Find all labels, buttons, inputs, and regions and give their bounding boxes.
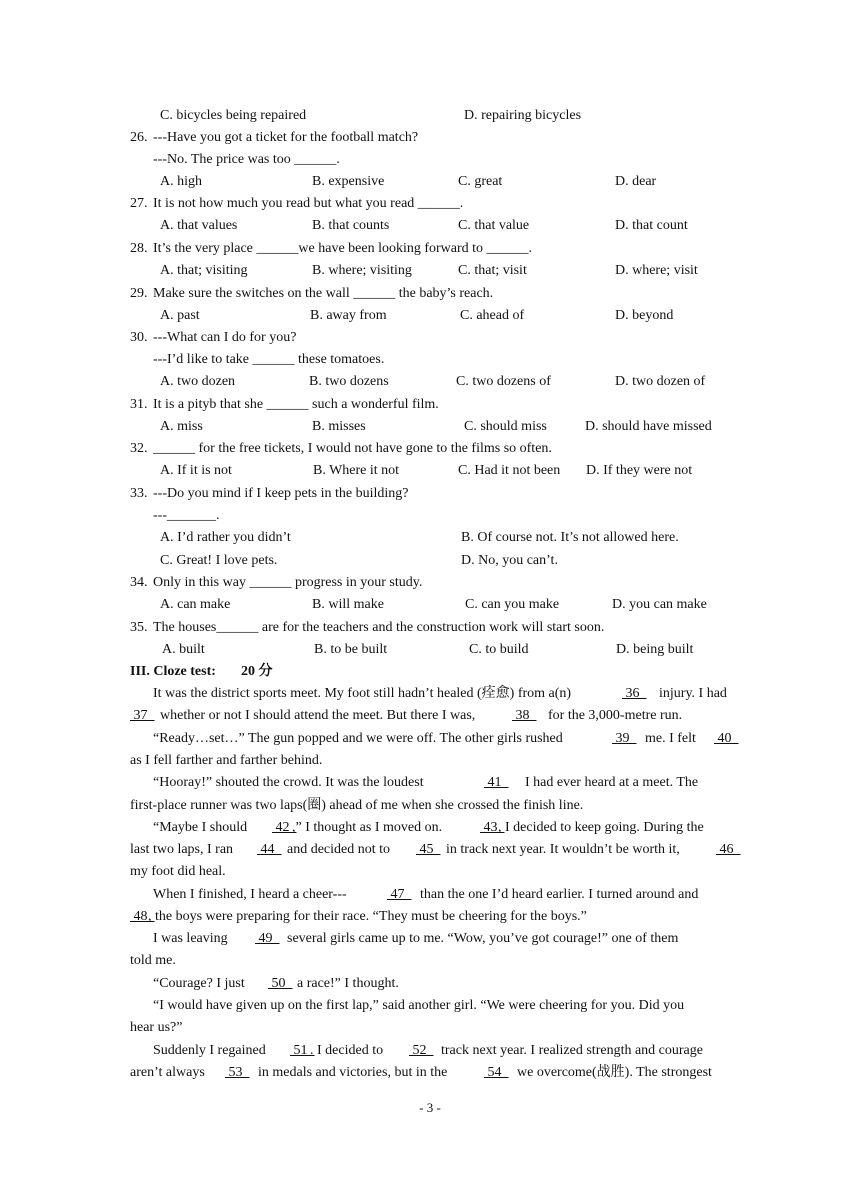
passage-text: first-place runner was two laps(圈) ahead of me when she crossed the finish line. <box>130 798 584 813</box>
passage-text: my foot did heal. <box>130 864 226 879</box>
passage-text: “Hooray!” shouted the crowd. It was the loudest <box>153 775 424 790</box>
passage-text: as I fell farther and farther behind. <box>130 753 323 768</box>
passage-text: . I decided to <box>310 1043 384 1058</box>
option-c: C. bicycles being repaired <box>160 108 307 123</box>
question-number: 26. <box>130 130 148 145</box>
question-30-stem2 <box>0 349 860 371</box>
passage-line <box>0 973 860 995</box>
option-c: C. ahead of <box>460 308 525 323</box>
passage-line <box>0 1062 860 1084</box>
option-c: C. to build <box>469 642 529 657</box>
question-27 <box>0 193 860 215</box>
option-a: A. high <box>160 174 202 189</box>
option-c: C. that value <box>458 218 530 233</box>
section-heading <box>0 661 860 683</box>
option-d: D. No, you can’t. <box>461 553 558 568</box>
question-35 <box>0 617 860 639</box>
option-c: C. Great! I love pets. <box>160 553 278 568</box>
passage-line <box>0 928 860 950</box>
question-stem: It’s the very place ______we have been looking forward to ______. <box>153 241 533 256</box>
passage-line <box>0 861 860 883</box>
passage-text: Suddenly I regained <box>153 1043 266 1058</box>
passage-line <box>0 1017 860 1039</box>
passage-text: aren’t always <box>130 1065 205 1080</box>
passage-text: hear us?” <box>130 1020 183 1035</box>
question-stem: Only in this way ______ progress in your study. <box>153 575 423 590</box>
question-number: 33. <box>130 486 148 501</box>
question-31 <box>0 394 860 416</box>
section-points: 20 分 <box>241 664 273 679</box>
passage-text: last two laps, I ran <box>130 842 234 857</box>
question-29-options <box>0 305 860 327</box>
blank-36: 36 <box>622 686 647 701</box>
passage-line <box>0 1040 860 1062</box>
passage-text: It was the district sports meet. My foot still hadn’t healed (痊愈) from a(n) <box>153 686 572 701</box>
question-27-options <box>0 215 860 237</box>
blank-42: 42 <box>272 820 297 835</box>
option-d: D. should have missed <box>585 419 712 434</box>
blank-50: 50 <box>268 976 293 991</box>
question-26 <box>0 127 860 149</box>
option-b: B. that counts <box>312 218 390 233</box>
passage-text: than the one I’d heard earlier. I turned around and <box>420 887 699 902</box>
option-d: D. where; visit <box>615 263 698 278</box>
passage-text: several girls came up to me. “Wow, you’ve got courage!” one of them <box>287 931 679 946</box>
blank-47: 47 <box>387 887 412 902</box>
question-stem: ---Have you got a ticket for the football match? <box>153 130 419 145</box>
question-stem-line2: ---I’d like to take ______ these tomatoes. <box>153 352 385 367</box>
passage-text: “Courage? I just <box>153 976 245 991</box>
passage-text: , I decided to keep going. During the <box>498 820 704 835</box>
option-d: D. If they were not <box>586 463 693 478</box>
blank-38: 38 <box>512 708 537 723</box>
blank-49: 49 <box>255 931 280 946</box>
option-a: A. that; visiting <box>160 263 248 278</box>
question-34 <box>0 572 860 594</box>
question-stem: The houses______ are for the teachers and the construction work will start soon. <box>153 620 605 635</box>
question-28 <box>0 238 860 260</box>
passage-line <box>0 906 860 928</box>
question-stem: ---What can I do for you? <box>153 330 297 345</box>
option-d: D. you can make <box>612 597 707 612</box>
question-stem: Make sure the switches on the wall ______ the baby’s reach. <box>153 286 494 301</box>
option-c: C. two dozens of <box>456 374 551 389</box>
passage-text: “I would have given up on the first lap,” said another girl. “We were cheering for you. Did you <box>153 998 685 1013</box>
option-a: A. If it is not <box>160 463 232 478</box>
passage-text: in track next year. It wouldn’t be worth it, <box>446 842 680 857</box>
blank-53: 53 <box>225 1065 250 1080</box>
passage-text: me. I felt <box>645 731 696 746</box>
blank-52: 52 <box>409 1043 434 1058</box>
blank-43: 43 <box>480 820 505 835</box>
option-a: A. miss <box>160 419 203 434</box>
question-stem: It is a pityb that she ______ such a wonderful film. <box>153 397 439 412</box>
blank-54: 54 <box>484 1065 509 1080</box>
option-b: B. expensive <box>312 174 385 189</box>
blank-51: 51 <box>290 1043 315 1058</box>
passage-line <box>0 950 860 972</box>
blank-48: 48 <box>130 909 155 924</box>
question-number: 29. <box>130 286 148 301</box>
passage-text: I was leaving <box>153 931 228 946</box>
passage-text: told me. <box>130 953 176 968</box>
option-d: D. dear <box>615 174 657 189</box>
question-34-options <box>0 594 860 616</box>
question-stem: It is not how much you read but what you read ______. <box>153 196 464 211</box>
question-30-options <box>0 371 860 393</box>
passage-text: we overcome(战胜). The strongest <box>517 1065 712 1080</box>
passage-text: injury. I had <box>659 686 727 701</box>
option-b: B. will make <box>312 597 384 612</box>
passage-text: “Maybe I should <box>153 820 248 835</box>
passage-line <box>0 884 860 906</box>
passage-line <box>0 772 860 794</box>
option-b: B. misses <box>312 419 366 434</box>
passage-text: When I finished, I heard a cheer--- <box>153 887 347 902</box>
passage-line <box>0 705 860 727</box>
option-a: A. can make <box>160 597 231 612</box>
option-d: D. two dozen of <box>615 374 706 389</box>
option-d: D. repairing bicycles <box>464 108 582 123</box>
passage-line <box>0 683 860 705</box>
question-30 <box>0 327 860 349</box>
option-a: A. two dozen <box>160 374 236 389</box>
blank-37: 37 <box>130 708 155 723</box>
question-stem-line2: ---No. The price was too ______. <box>153 152 340 167</box>
question-31-options <box>0 416 860 438</box>
question-stem: ______ for the free tickets, I would not have gone to the films so often. <box>153 441 552 456</box>
option-d: D. beyond <box>615 308 674 323</box>
option-b: B. Of course not. It’s not allowed here. <box>461 530 679 545</box>
option-a: A. that values <box>160 218 238 233</box>
option-b: B. to be built <box>314 642 388 657</box>
option-a: A. I’d rather you didn’t <box>160 530 291 545</box>
question-29 <box>0 283 860 305</box>
passage-line <box>0 728 860 750</box>
question-number: 34. <box>130 575 148 590</box>
question-33 <box>0 483 860 505</box>
passage-text: I had ever heard at a meet. The <box>525 775 699 790</box>
blank-39: 39 <box>612 731 637 746</box>
passage-text: a race!” I thought. <box>297 976 399 991</box>
blank-45: 45 <box>416 842 441 857</box>
question-number: 35. <box>130 620 148 635</box>
passage-line <box>0 995 860 1017</box>
question-26-options <box>0 171 860 193</box>
option-c: C. should miss <box>464 419 547 434</box>
question-25-options <box>0 105 860 127</box>
option-b: B. Where it not <box>313 463 400 478</box>
page-number: - 3 - <box>419 1100 441 1115</box>
option-c: C. Had it not been <box>458 463 561 478</box>
section-title: III. Cloze test: <box>130 664 216 679</box>
question-28-options <box>0 260 860 282</box>
question-stem: ---Do you mind if I keep pets in the building? <box>153 486 409 501</box>
passage-text: and decided not to <box>287 842 391 857</box>
option-a: A. built <box>162 642 205 657</box>
passage-text: in medals and victories, but in the <box>258 1065 448 1080</box>
question-number: 27. <box>130 196 148 211</box>
passage-text: for the 3,000-metre run. <box>548 708 683 723</box>
question-stem-line2: ---_______. <box>153 508 220 523</box>
option-b: B. where; visiting <box>312 263 412 278</box>
blank-41: 41 <box>484 775 509 790</box>
blank-40: 40 <box>714 731 739 746</box>
passage-text: “Ready…set…” The gun popped and we were off. The other girls rushed <box>153 731 563 746</box>
question-26-stem2 <box>0 149 860 171</box>
question-33-options-cd <box>0 550 860 572</box>
option-c: C. great <box>458 174 503 189</box>
passage-text: whether or not I should attend the meet. But there I was, <box>160 708 476 723</box>
question-35-options <box>0 639 860 661</box>
question-number: 28. <box>130 241 148 256</box>
option-d: D. that count <box>615 218 688 233</box>
question-number: 31. <box>130 397 148 412</box>
question-32 <box>0 438 860 460</box>
option-a: A. past <box>160 308 200 323</box>
question-33-options-ab <box>0 527 860 549</box>
option-b: B. away from <box>310 308 387 323</box>
passage-line <box>0 839 860 861</box>
option-b: B. two dozens <box>309 374 389 389</box>
option-c: C. that; visit <box>458 263 527 278</box>
question-33-stem2 <box>0 505 860 527</box>
option-c: C. can you make <box>465 597 560 612</box>
passage-text: , the boys were preparing for their race. “They must be cheering for the boys.” <box>148 909 587 924</box>
passage-text: track next year. I realized strength and courage <box>441 1043 703 1058</box>
option-d: D. being built <box>616 642 694 657</box>
blank-44: 44 <box>257 842 282 857</box>
passage-text: ,” I thought as I moved on. <box>292 820 443 835</box>
passage-line <box>0 795 860 817</box>
blank-46: 46 <box>716 842 741 857</box>
question-number: 32. <box>130 441 148 456</box>
passage-line <box>0 817 860 839</box>
passage-line <box>0 750 860 772</box>
question-number: 30. <box>130 330 148 345</box>
question-32-options <box>0 460 860 482</box>
